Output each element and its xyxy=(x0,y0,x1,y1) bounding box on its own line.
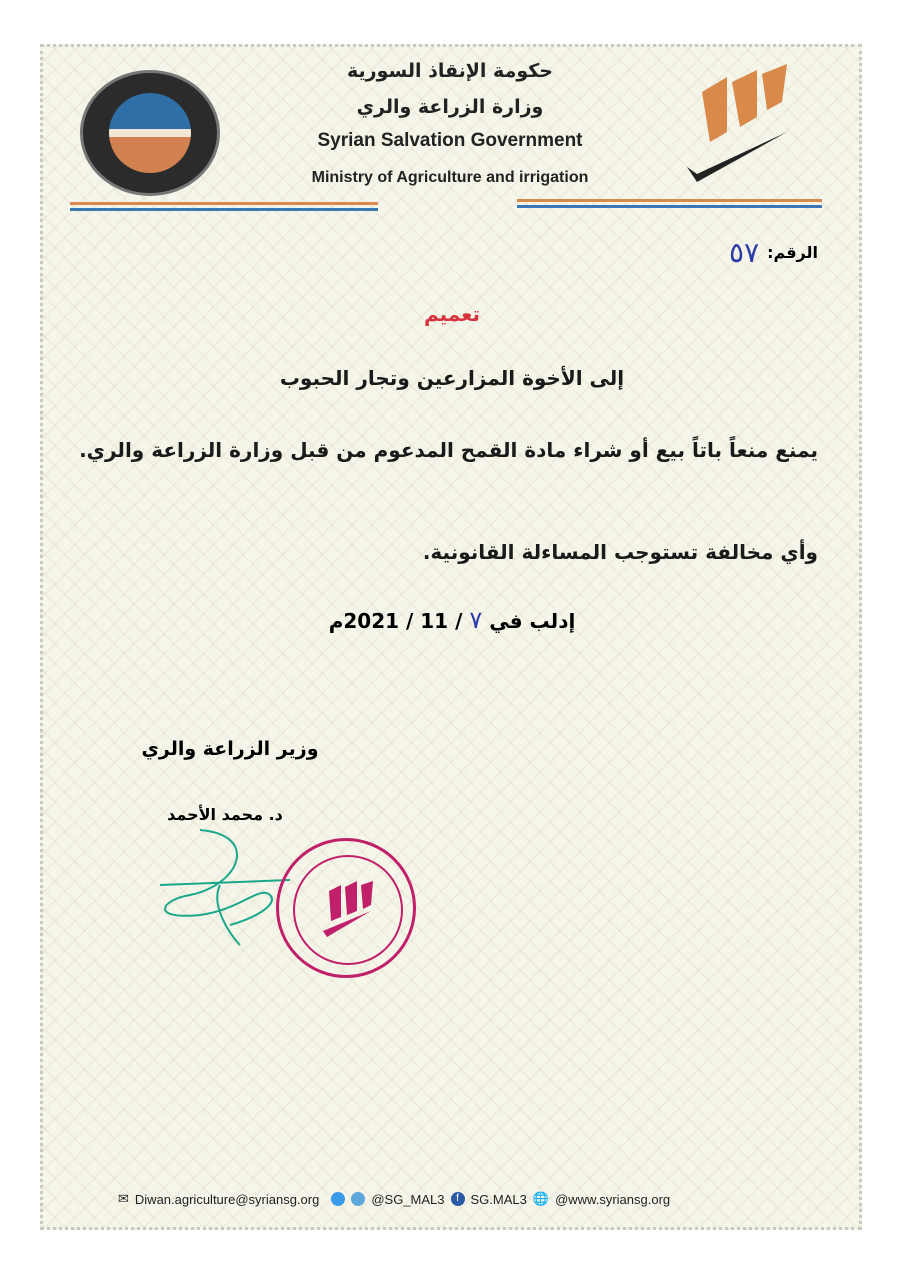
reference-value: ٥٧ xyxy=(729,236,760,269)
gov-name-en: Syrian Salvation Government xyxy=(317,130,583,151)
reference-label: الرقم: xyxy=(767,243,818,262)
reference-number xyxy=(729,236,818,269)
date-line xyxy=(0,606,904,634)
footer-website[interactable]: @www.syriansg.org xyxy=(555,1191,671,1207)
date-prefix: إدلب في xyxy=(489,609,576,633)
signatory-name: د. محمد الأحمد xyxy=(167,805,283,824)
body-paragraph-1: يمنع منعاً باتاً بيع أو شراء مادة القمح المدعوم من قبل وزارة الزراعة والري. xyxy=(79,438,818,462)
globe-icon: 🌐 xyxy=(532,1191,550,1206)
envelope-icon: ✉ xyxy=(118,1191,129,1206)
document-page xyxy=(40,44,862,1230)
document-title: تعميم xyxy=(423,302,481,326)
facebook-icon: f xyxy=(451,1192,465,1206)
telegram-icon xyxy=(351,1192,365,1206)
gov-name-ar: حكومة الإنقاذ السورية xyxy=(346,60,553,82)
body-paragraph-2: وأي مخالفة تستوجب المساءلة القانونية. xyxy=(422,540,818,564)
ministry-name-ar: وزارة الزراعة والري xyxy=(356,96,544,118)
twitter-icon xyxy=(331,1192,345,1206)
official-stamp xyxy=(276,838,416,978)
header-divider-blue-right xyxy=(517,205,822,208)
date-day: ٧ xyxy=(469,606,483,634)
footer-social[interactable]: @SG_MAL3 xyxy=(371,1191,445,1207)
header-divider-orange-right xyxy=(517,199,822,202)
footer-email[interactable]: Diwan.agriculture@syriansg.org xyxy=(134,1191,320,1207)
ministry-seal xyxy=(80,70,220,196)
syria-logo xyxy=(682,62,792,187)
ministry-name-en: Ministry of Agriculture and irrigation xyxy=(311,169,589,186)
footer-facebook[interactable]: SG.MAL3 xyxy=(470,1191,527,1207)
handwritten-signature xyxy=(140,825,300,959)
header-divider-orange-left xyxy=(70,202,378,205)
addressee: إلى الأخوة المزارعين وتجار الحبوب xyxy=(279,366,625,390)
header-divider-blue-left xyxy=(70,208,378,211)
signatory-role: وزير الزراعة والري xyxy=(141,738,319,760)
date-rest: / 11 / 2021م xyxy=(328,609,463,633)
footer-contacts xyxy=(118,1191,670,1207)
